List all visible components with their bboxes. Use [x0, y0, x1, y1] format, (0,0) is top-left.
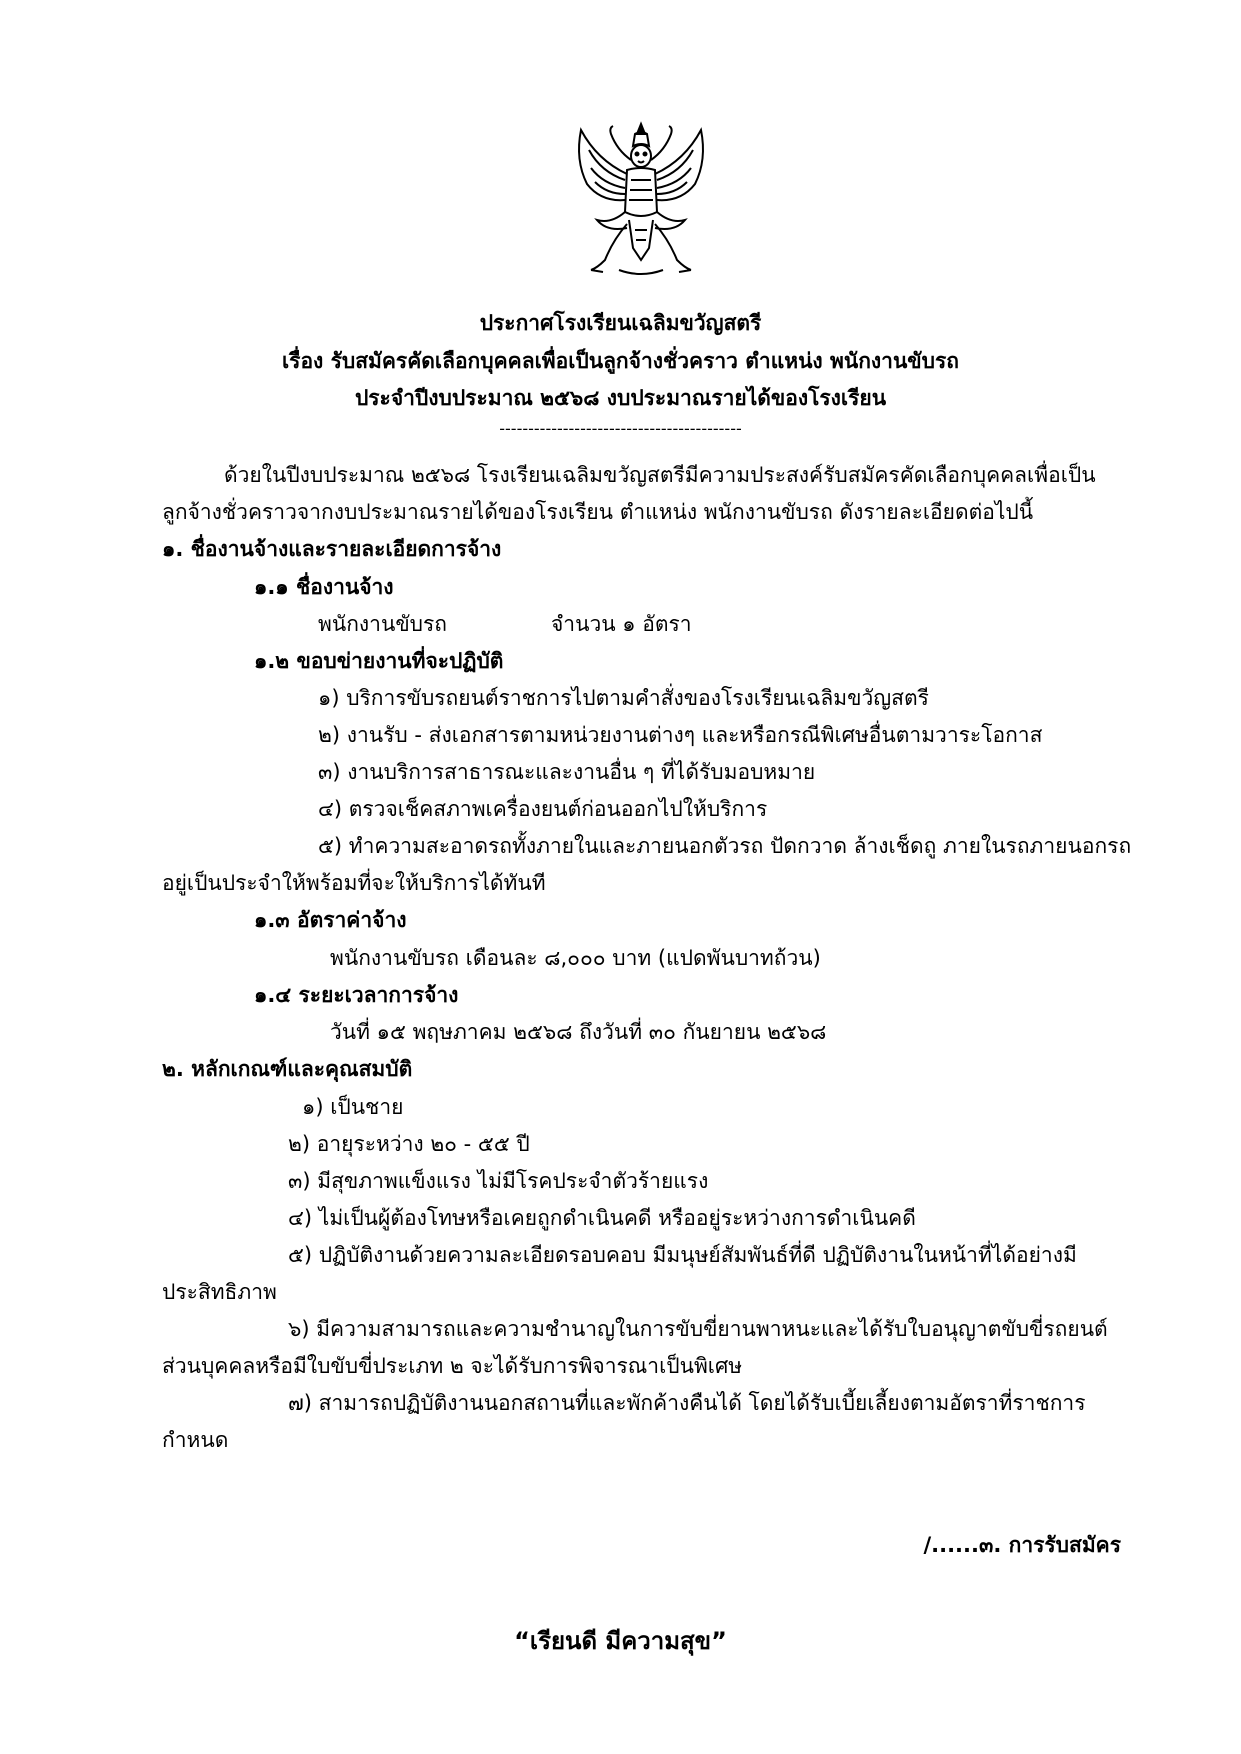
qualification-item-5-continued: ประสิทธิภาพ: [162, 1280, 277, 1304]
qualification-item-3: ๓) มีสุขภาพแข็งแรง ไม่มีโรคประจำตัวร้ายแรง: [288, 1169, 709, 1193]
duty-item-2: ๒) งานรับ - ส่งเอกสารตามหน่วยงานต่างๆ และหรือกรณีพิเศษอื่นตามวาระโอกาส: [318, 723, 1043, 747]
qualification-item-5: ๕) ปฏิบัติงานด้วยความละเอียดรอบคอบ มีมนุษย์สัมพันธ์ที่ดี ปฏิบัติงานในหน้าที่ได้อย่างมี: [288, 1243, 1077, 1267]
section-1-3-heading: ๑.๓ อัตราค่าจ้าง: [254, 908, 407, 932]
employment-period: วันที่ ๑๕ พฤษภาคม ๒๕๖๘ ถึงวันที่ ๓๐ กันยายน ๒๕๖๘: [330, 1020, 827, 1044]
continued-marker: /......๓. การรับสมัคร: [923, 1533, 1121, 1557]
duty-item-5: ๕) ทำความสะอาดรถทั้งภายในและภายนอกตัวรถ ปัดกวาด ล้างเช็ดถู ภายในรถภายนอกรถ: [318, 834, 1132, 858]
qualification-item-1: ๑) เป็นชาย: [302, 1095, 404, 1119]
qualification-item-2: ๒) อายุระหว่าง ๒๐ - ๕๕ ปี: [288, 1132, 530, 1156]
wage-rate: พนักงานขับรถ เดือนละ ๘,๐๐๐ บาท (แปดพันบาทถ้วน): [330, 946, 821, 970]
position-name: พนักงานขับรถ: [318, 612, 447, 636]
duty-item-3: ๓) งานบริการสาธารณะและงานอื่น ๆ ที่ได้รับมอบหมาย: [318, 760, 816, 784]
school-motto: “เรียนดี มีความสุข”: [514, 1627, 727, 1655]
section-1-2-heading: ๑.๒ ขอบข่ายงานที่จะปฏิบัติ: [254, 649, 504, 673]
qualification-item-7-continued: กำหนด: [162, 1428, 229, 1452]
header-divider: ------------------------------------------: [499, 419, 742, 438]
announcement-budget-line: ประจำปีงบประมาณ ๒๕๖๘ งบประมาณรายได้ของโรงเรียน: [354, 386, 887, 410]
section-1-4-heading: ๑.๔ ระยะเวลาการจ้าง: [254, 983, 459, 1007]
intro-line-1: ด้วยในปีงบประมาณ ๒๕๖๘ โรงเรียนเฉลิมขวัญสตรีมีความประสงค์รับสมัครคัดเลือกบุคคลเพื่อเป็น: [224, 463, 1096, 487]
announcement-subject: เรื่อง รับสมัครคัดเลือกบุคคลเพื่อเป็นลูกจ้างชั่วคราว ตำแหน่ง พนักงานขับรถ: [281, 349, 959, 373]
qualification-item-4: ๔) ไม่เป็นผู้ต้องโทษหรือเคยถูกดำเนินคดี หรืออยู่ระหว่างการดำเนินคดี: [288, 1206, 916, 1230]
section-1-1-heading: ๑.๑ ชื่องานจ้าง: [254, 575, 394, 599]
qualification-item-6: ๖) มีความสามารถและความชำนาญในการขับขี่ยานพาหนะและได้รับใบอนุญาตขับขี่รถยนต์: [288, 1317, 1108, 1341]
position-quantity: จำนวน ๑ อัตรา: [551, 612, 692, 636]
announcement-title: ประกาศโรงเรียนเฉลิมขวัญสตรี: [479, 311, 762, 335]
duty-item-1: ๑) บริการขับรถยนต์ราชการไปตามคำสั่งของโรงเรียนเฉลิมขวัญสตรี: [318, 686, 929, 710]
duty-item-4: ๔) ตรวจเช็คสภาพเครื่องยนต์ก่อนออกไปให้บริการ: [318, 797, 768, 821]
section-2-heading: ๒. หลักเกณฑ์และคุณสมบัติ: [162, 1057, 413, 1081]
qualification-item-6-continued: ส่วนบุคคลหรือมีใบขับขี่ประเภท ๒ จะได้รับการพิจารณาเป็นพิเศษ: [162, 1354, 743, 1378]
duty-item-5-continued: อยู่เป็นประจำให้พร้อมที่จะให้บริการได้ทันที: [162, 871, 546, 895]
garuda-emblem-icon: [567, 120, 715, 278]
section-1-heading: ๑. ชื่องานจ้างและรายละเอียดการจ้าง: [162, 537, 502, 561]
intro-line-2: ลูกจ้างชั่วคราวจากงบประมาณรายได้ของโรงเรียน ตำแหน่ง พนักงานขับรถ ดังรายละเอียดต่อไปนี้: [162, 500, 1034, 524]
qualification-item-7: ๗) สามารถปฏิบัติงานนอกสถานที่และพักค้างคืนได้ โดยได้รับเบี้ยเลี้ยงตามอัตราที่ราชการ: [288, 1391, 1086, 1415]
